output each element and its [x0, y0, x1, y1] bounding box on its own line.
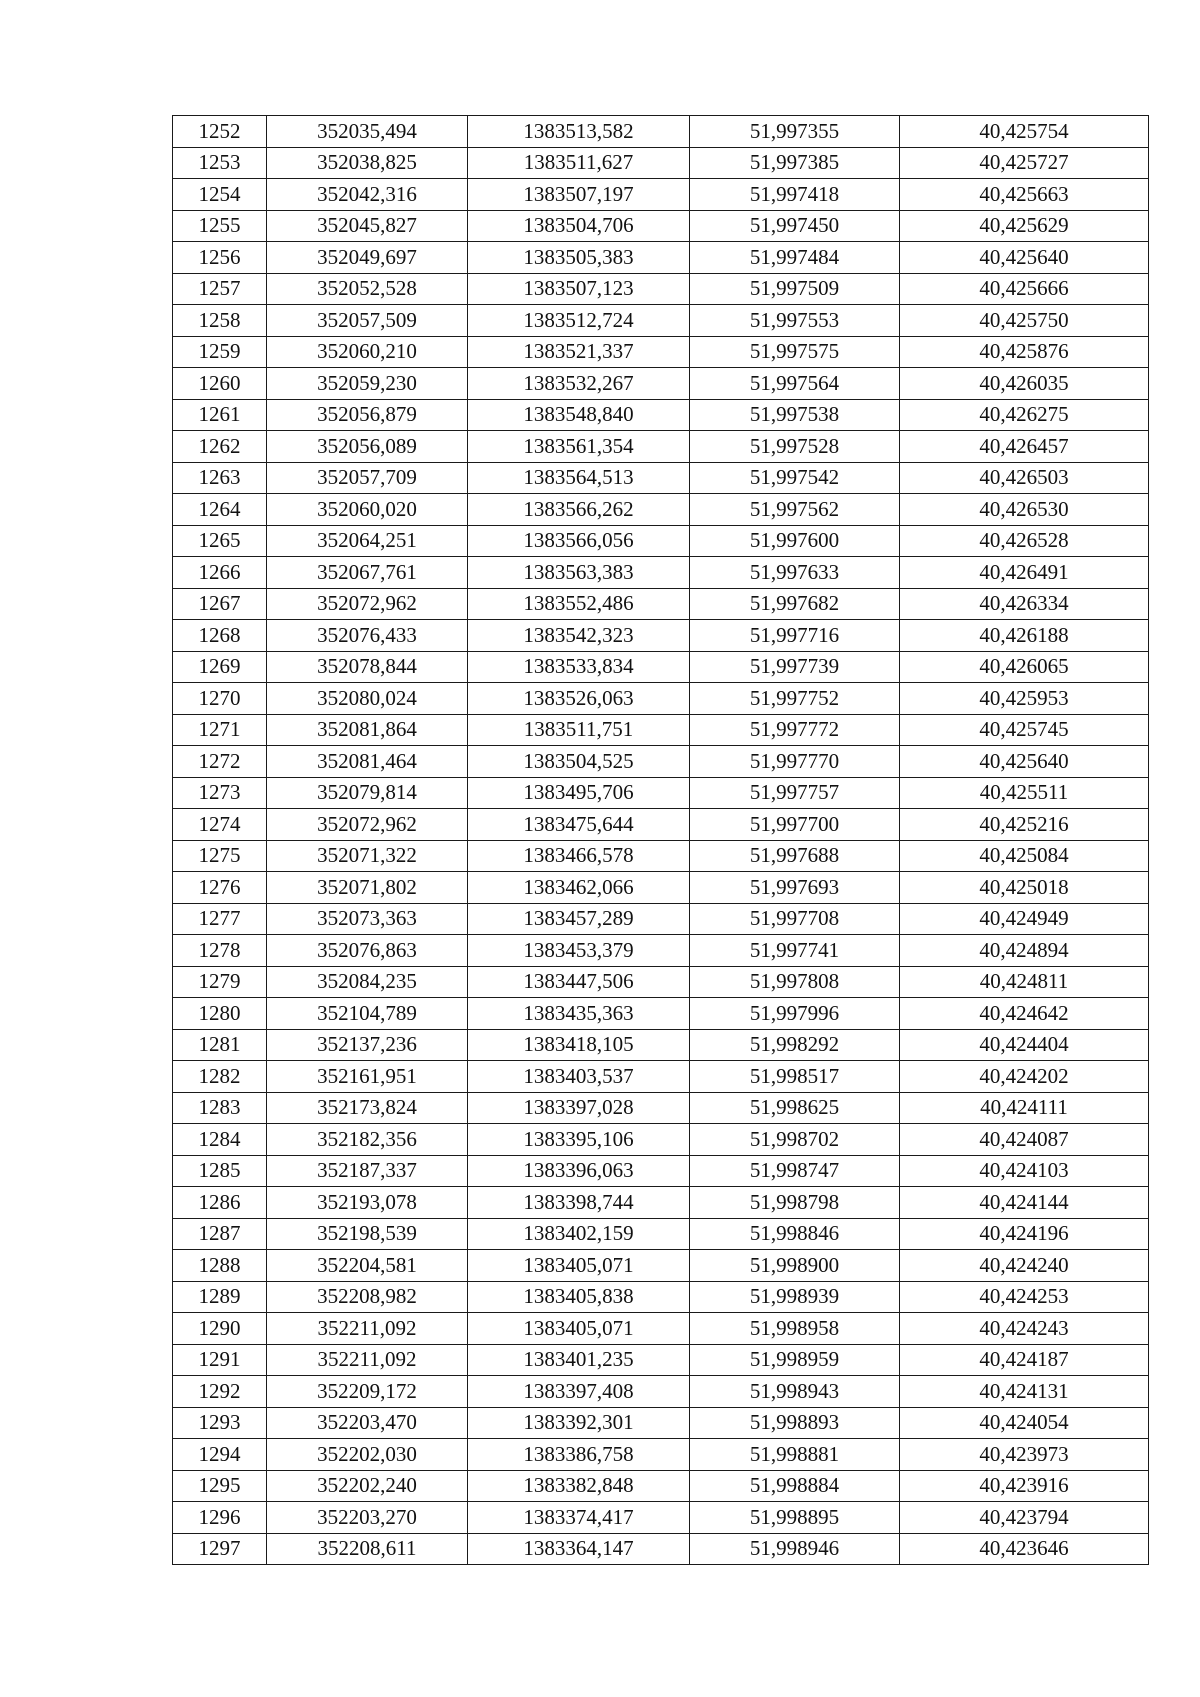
point-number-cell: 1287 — [173, 1218, 267, 1250]
point-number-cell: 1258 — [173, 305, 267, 337]
table-row — [173, 809, 1149, 841]
longitude-cell: 40,426491 — [900, 557, 1149, 589]
point-number-cell: 1288 — [173, 1250, 267, 1282]
latitude-cell: 51,997757 — [690, 777, 900, 809]
table-row — [173, 1407, 1149, 1439]
longitude-cell: 40,425754 — [900, 116, 1149, 148]
longitude-cell: 40,424894 — [900, 935, 1149, 967]
longitude-cell: 40,425640 — [900, 242, 1149, 274]
longitude-cell: 40,424243 — [900, 1313, 1149, 1345]
table-row — [173, 777, 1149, 809]
y-coordinate-cell: 1383398,744 — [468, 1187, 690, 1219]
x-coordinate-cell: 352042,316 — [267, 179, 468, 211]
table-row — [173, 147, 1149, 179]
table-row — [173, 714, 1149, 746]
latitude-cell: 51,997509 — [690, 273, 900, 305]
table-row — [173, 1124, 1149, 1156]
y-coordinate-cell: 1383504,525 — [468, 746, 690, 778]
point-number-cell: 1267 — [173, 588, 267, 620]
table-row — [173, 273, 1149, 305]
table-row — [173, 494, 1149, 526]
point-number-cell: 1277 — [173, 903, 267, 935]
longitude-cell: 40,425640 — [900, 746, 1149, 778]
longitude-cell: 40,424642 — [900, 998, 1149, 1030]
table-row — [173, 1092, 1149, 1124]
latitude-cell: 51,997418 — [690, 179, 900, 211]
table-row — [173, 998, 1149, 1030]
table-row — [173, 399, 1149, 431]
x-coordinate-cell: 352056,089 — [267, 431, 468, 463]
longitude-cell: 40,426503 — [900, 462, 1149, 494]
latitude-cell: 51,997741 — [690, 935, 900, 967]
longitude-cell: 40,426035 — [900, 368, 1149, 400]
point-number-cell: 1284 — [173, 1124, 267, 1156]
y-coordinate-cell: 1383405,071 — [468, 1313, 690, 1345]
y-coordinate-cell: 1383521,337 — [468, 336, 690, 368]
x-coordinate-cell: 352204,581 — [267, 1250, 468, 1282]
latitude-cell: 51,998959 — [690, 1344, 900, 1376]
x-coordinate-cell: 352211,092 — [267, 1313, 468, 1345]
point-number-cell: 1273 — [173, 777, 267, 809]
y-coordinate-cell: 1383552,486 — [468, 588, 690, 620]
point-number-cell: 1282 — [173, 1061, 267, 1093]
y-coordinate-cell: 1383457,289 — [468, 903, 690, 935]
table-row — [173, 431, 1149, 463]
point-number-cell: 1253 — [173, 147, 267, 179]
table-row — [173, 840, 1149, 872]
latitude-cell: 51,997633 — [690, 557, 900, 589]
x-coordinate-cell: 352202,030 — [267, 1439, 468, 1471]
x-coordinate-cell: 352045,827 — [267, 210, 468, 242]
x-coordinate-cell: 352072,962 — [267, 588, 468, 620]
longitude-cell: 40,425018 — [900, 872, 1149, 904]
y-coordinate-cell: 1383511,627 — [468, 147, 690, 179]
y-coordinate-cell: 1383386,758 — [468, 1439, 690, 1471]
point-number-cell: 1269 — [173, 651, 267, 683]
y-coordinate-cell: 1383382,848 — [468, 1470, 690, 1502]
point-number-cell: 1266 — [173, 557, 267, 589]
x-coordinate-cell: 352203,470 — [267, 1407, 468, 1439]
table-row — [173, 1155, 1149, 1187]
longitude-cell: 40,423973 — [900, 1439, 1149, 1471]
table-row — [173, 1187, 1149, 1219]
y-coordinate-cell: 1383405,838 — [468, 1281, 690, 1313]
y-coordinate-cell: 1383364,147 — [468, 1533, 690, 1565]
x-coordinate-cell: 352038,825 — [267, 147, 468, 179]
longitude-cell: 40,425629 — [900, 210, 1149, 242]
latitude-cell: 51,997700 — [690, 809, 900, 841]
x-coordinate-cell: 352057,709 — [267, 462, 468, 494]
longitude-cell: 40,425745 — [900, 714, 1149, 746]
table-row — [173, 116, 1149, 148]
latitude-cell: 51,997682 — [690, 588, 900, 620]
y-coordinate-cell: 1383566,056 — [468, 525, 690, 557]
x-coordinate-cell: 352187,337 — [267, 1155, 468, 1187]
point-number-cell: 1283 — [173, 1092, 267, 1124]
x-coordinate-cell: 352209,172 — [267, 1376, 468, 1408]
x-coordinate-cell: 352052,528 — [267, 273, 468, 305]
longitude-cell: 40,425663 — [900, 179, 1149, 211]
x-coordinate-cell: 352079,814 — [267, 777, 468, 809]
y-coordinate-cell: 1383513,582 — [468, 116, 690, 148]
table-row — [173, 210, 1149, 242]
coordinates-table — [172, 115, 1149, 1565]
x-coordinate-cell: 352067,761 — [267, 557, 468, 589]
x-coordinate-cell: 352078,844 — [267, 651, 468, 683]
table-row — [173, 305, 1149, 337]
table-row — [173, 242, 1149, 274]
y-coordinate-cell: 1383563,383 — [468, 557, 690, 589]
x-coordinate-cell: 352137,236 — [267, 1029, 468, 1061]
y-coordinate-cell: 1383374,417 — [468, 1502, 690, 1534]
longitude-cell: 40,424202 — [900, 1061, 1149, 1093]
longitude-cell: 40,423916 — [900, 1470, 1149, 1502]
x-coordinate-cell: 352076,433 — [267, 620, 468, 652]
point-number-cell: 1295 — [173, 1470, 267, 1502]
latitude-cell: 51,998893 — [690, 1407, 900, 1439]
latitude-cell: 51,998946 — [690, 1533, 900, 1565]
point-number-cell: 1293 — [173, 1407, 267, 1439]
x-coordinate-cell: 352076,863 — [267, 935, 468, 967]
x-coordinate-cell: 352081,864 — [267, 714, 468, 746]
latitude-cell: 51,997575 — [690, 336, 900, 368]
table-row — [173, 336, 1149, 368]
longitude-cell: 40,424111 — [900, 1092, 1149, 1124]
y-coordinate-cell: 1383401,235 — [468, 1344, 690, 1376]
table-row — [173, 1439, 1149, 1471]
point-number-cell: 1296 — [173, 1502, 267, 1534]
x-coordinate-cell: 352060,020 — [267, 494, 468, 526]
x-coordinate-cell: 352080,024 — [267, 683, 468, 715]
table-row — [173, 1376, 1149, 1408]
latitude-cell: 51,997693 — [690, 872, 900, 904]
point-number-cell: 1264 — [173, 494, 267, 526]
y-coordinate-cell: 1383532,267 — [468, 368, 690, 400]
latitude-cell: 51,998702 — [690, 1124, 900, 1156]
point-number-cell: 1252 — [173, 116, 267, 148]
x-coordinate-cell: 352035,494 — [267, 116, 468, 148]
longitude-cell: 40,424087 — [900, 1124, 1149, 1156]
longitude-cell: 40,425953 — [900, 683, 1149, 715]
latitude-cell: 51,997484 — [690, 242, 900, 274]
point-number-cell: 1263 — [173, 462, 267, 494]
y-coordinate-cell: 1383533,834 — [468, 651, 690, 683]
y-coordinate-cell: 1383504,706 — [468, 210, 690, 242]
y-coordinate-cell: 1383475,644 — [468, 809, 690, 841]
y-coordinate-cell: 1383466,578 — [468, 840, 690, 872]
table-row — [173, 872, 1149, 904]
latitude-cell: 51,997716 — [690, 620, 900, 652]
y-coordinate-cell: 1383511,751 — [468, 714, 690, 746]
x-coordinate-cell: 352203,270 — [267, 1502, 468, 1534]
point-number-cell: 1285 — [173, 1155, 267, 1187]
longitude-cell: 40,424196 — [900, 1218, 1149, 1250]
latitude-cell: 51,997450 — [690, 210, 900, 242]
table-row — [173, 651, 1149, 683]
x-coordinate-cell: 352056,879 — [267, 399, 468, 431]
x-coordinate-cell: 352208,611 — [267, 1533, 468, 1565]
x-coordinate-cell: 352071,322 — [267, 840, 468, 872]
latitude-cell: 51,997772 — [690, 714, 900, 746]
table-row — [173, 1470, 1149, 1502]
latitude-cell: 51,997996 — [690, 998, 900, 1030]
x-coordinate-cell: 352193,078 — [267, 1187, 468, 1219]
latitude-cell: 51,998846 — [690, 1218, 900, 1250]
point-number-cell: 1274 — [173, 809, 267, 841]
table-row — [173, 1344, 1149, 1376]
point-number-cell: 1279 — [173, 966, 267, 998]
y-coordinate-cell: 1383405,071 — [468, 1250, 690, 1282]
y-coordinate-cell: 1383397,028 — [468, 1092, 690, 1124]
table-row — [173, 557, 1149, 589]
x-coordinate-cell: 352161,951 — [267, 1061, 468, 1093]
point-number-cell: 1254 — [173, 179, 267, 211]
longitude-cell: 40,424131 — [900, 1376, 1149, 1408]
longitude-cell: 40,423646 — [900, 1533, 1149, 1565]
longitude-cell: 40,424404 — [900, 1029, 1149, 1061]
y-coordinate-cell: 1383542,323 — [468, 620, 690, 652]
point-number-cell: 1272 — [173, 746, 267, 778]
longitude-cell: 40,424253 — [900, 1281, 1149, 1313]
point-number-cell: 1292 — [173, 1376, 267, 1408]
x-coordinate-cell: 352182,356 — [267, 1124, 468, 1156]
y-coordinate-cell: 1383495,706 — [468, 777, 690, 809]
x-coordinate-cell: 352081,464 — [267, 746, 468, 778]
point-number-cell: 1257 — [173, 273, 267, 305]
x-coordinate-cell: 352211,092 — [267, 1344, 468, 1376]
latitude-cell: 51,997770 — [690, 746, 900, 778]
y-coordinate-cell: 1383447,506 — [468, 966, 690, 998]
table-row — [173, 1533, 1149, 1565]
latitude-cell: 51,998517 — [690, 1061, 900, 1093]
point-number-cell: 1256 — [173, 242, 267, 274]
latitude-cell: 51,998747 — [690, 1155, 900, 1187]
latitude-cell: 51,998798 — [690, 1187, 900, 1219]
table-row — [173, 1313, 1149, 1345]
longitude-cell: 40,424240 — [900, 1250, 1149, 1282]
latitude-cell: 51,998958 — [690, 1313, 900, 1345]
x-coordinate-cell: 352060,210 — [267, 336, 468, 368]
table-row — [173, 1061, 1149, 1093]
longitude-cell: 40,425084 — [900, 840, 1149, 872]
latitude-cell: 51,998292 — [690, 1029, 900, 1061]
y-coordinate-cell: 1383392,301 — [468, 1407, 690, 1439]
latitude-cell: 51,998895 — [690, 1502, 900, 1534]
longitude-cell: 40,424949 — [900, 903, 1149, 935]
x-coordinate-cell: 352073,363 — [267, 903, 468, 935]
latitude-cell: 51,997385 — [690, 147, 900, 179]
table-row — [173, 525, 1149, 557]
point-number-cell: 1294 — [173, 1439, 267, 1471]
longitude-cell: 40,426528 — [900, 525, 1149, 557]
y-coordinate-cell: 1383395,106 — [468, 1124, 690, 1156]
coordinates-table-body — [173, 116, 1149, 1565]
x-coordinate-cell: 352173,824 — [267, 1092, 468, 1124]
latitude-cell: 51,997739 — [690, 651, 900, 683]
y-coordinate-cell: 1383564,513 — [468, 462, 690, 494]
x-coordinate-cell: 352057,509 — [267, 305, 468, 337]
longitude-cell: 40,423794 — [900, 1502, 1149, 1534]
x-coordinate-cell: 352049,697 — [267, 242, 468, 274]
x-coordinate-cell: 352071,802 — [267, 872, 468, 904]
longitude-cell: 40,424054 — [900, 1407, 1149, 1439]
latitude-cell: 51,997355 — [690, 116, 900, 148]
table-row — [173, 966, 1149, 998]
table-row — [173, 903, 1149, 935]
x-coordinate-cell: 352208,982 — [267, 1281, 468, 1313]
table-row — [173, 462, 1149, 494]
latitude-cell: 51,998900 — [690, 1250, 900, 1282]
latitude-cell: 51,997688 — [690, 840, 900, 872]
y-coordinate-cell: 1383561,354 — [468, 431, 690, 463]
longitude-cell: 40,425727 — [900, 147, 1149, 179]
table-row — [173, 746, 1149, 778]
point-number-cell: 1271 — [173, 714, 267, 746]
latitude-cell: 51,998881 — [690, 1439, 900, 1471]
y-coordinate-cell: 1383403,537 — [468, 1061, 690, 1093]
x-coordinate-cell: 352072,962 — [267, 809, 468, 841]
longitude-cell: 40,425876 — [900, 336, 1149, 368]
y-coordinate-cell: 1383507,197 — [468, 179, 690, 211]
latitude-cell: 51,997562 — [690, 494, 900, 526]
latitude-cell: 51,997564 — [690, 368, 900, 400]
point-number-cell: 1262 — [173, 431, 267, 463]
latitude-cell: 51,997600 — [690, 525, 900, 557]
latitude-cell: 51,998943 — [690, 1376, 900, 1408]
y-coordinate-cell: 1383418,105 — [468, 1029, 690, 1061]
y-coordinate-cell: 1383512,724 — [468, 305, 690, 337]
longitude-cell: 40,426275 — [900, 399, 1149, 431]
latitude-cell: 51,997553 — [690, 305, 900, 337]
latitude-cell: 51,997528 — [690, 431, 900, 463]
point-number-cell: 1265 — [173, 525, 267, 557]
point-number-cell: 1281 — [173, 1029, 267, 1061]
table-row — [173, 1250, 1149, 1282]
longitude-cell: 40,426530 — [900, 494, 1149, 526]
y-coordinate-cell: 1383505,383 — [468, 242, 690, 274]
point-number-cell: 1291 — [173, 1344, 267, 1376]
longitude-cell: 40,426457 — [900, 431, 1149, 463]
point-number-cell: 1275 — [173, 840, 267, 872]
table-row — [173, 588, 1149, 620]
y-coordinate-cell: 1383396,063 — [468, 1155, 690, 1187]
table-row — [173, 179, 1149, 211]
table-row — [173, 620, 1149, 652]
y-coordinate-cell: 1383507,123 — [468, 273, 690, 305]
point-number-cell: 1278 — [173, 935, 267, 967]
x-coordinate-cell: 352084,235 — [267, 966, 468, 998]
latitude-cell: 51,998625 — [690, 1092, 900, 1124]
latitude-cell: 51,998939 — [690, 1281, 900, 1313]
longitude-cell: 40,426065 — [900, 651, 1149, 683]
x-coordinate-cell: 352059,230 — [267, 368, 468, 400]
longitude-cell: 40,425666 — [900, 273, 1149, 305]
longitude-cell: 40,424103 — [900, 1155, 1149, 1187]
latitude-cell: 51,998884 — [690, 1470, 900, 1502]
point-number-cell: 1261 — [173, 399, 267, 431]
latitude-cell: 51,997808 — [690, 966, 900, 998]
point-number-cell: 1255 — [173, 210, 267, 242]
y-coordinate-cell: 1383453,379 — [468, 935, 690, 967]
longitude-cell: 40,425750 — [900, 305, 1149, 337]
y-coordinate-cell: 1383548,840 — [468, 399, 690, 431]
longitude-cell: 40,424144 — [900, 1187, 1149, 1219]
x-coordinate-cell: 352198,539 — [267, 1218, 468, 1250]
point-number-cell: 1297 — [173, 1533, 267, 1565]
latitude-cell: 51,997708 — [690, 903, 900, 935]
y-coordinate-cell: 1383526,063 — [468, 683, 690, 715]
table-row — [173, 935, 1149, 967]
table-row — [173, 1502, 1149, 1534]
point-number-cell: 1259 — [173, 336, 267, 368]
latitude-cell: 51,997752 — [690, 683, 900, 715]
longitude-cell: 40,424187 — [900, 1344, 1149, 1376]
latitude-cell: 51,997538 — [690, 399, 900, 431]
longitude-cell: 40,424811 — [900, 966, 1149, 998]
table-row — [173, 368, 1149, 400]
table-row — [173, 1029, 1149, 1061]
longitude-cell: 40,425511 — [900, 777, 1149, 809]
point-number-cell: 1260 — [173, 368, 267, 400]
point-number-cell: 1280 — [173, 998, 267, 1030]
longitude-cell: 40,426188 — [900, 620, 1149, 652]
x-coordinate-cell: 352104,789 — [267, 998, 468, 1030]
point-number-cell: 1289 — [173, 1281, 267, 1313]
x-coordinate-cell: 352064,251 — [267, 525, 468, 557]
point-number-cell: 1290 — [173, 1313, 267, 1345]
longitude-cell: 40,425216 — [900, 809, 1149, 841]
latitude-cell: 51,997542 — [690, 462, 900, 494]
point-number-cell: 1270 — [173, 683, 267, 715]
point-number-cell: 1286 — [173, 1187, 267, 1219]
y-coordinate-cell: 1383566,262 — [468, 494, 690, 526]
point-number-cell: 1268 — [173, 620, 267, 652]
y-coordinate-cell: 1383402,159 — [468, 1218, 690, 1250]
point-number-cell: 1276 — [173, 872, 267, 904]
table-row — [173, 1218, 1149, 1250]
y-coordinate-cell: 1383435,363 — [468, 998, 690, 1030]
y-coordinate-cell: 1383397,408 — [468, 1376, 690, 1408]
table-row — [173, 1281, 1149, 1313]
longitude-cell: 40,426334 — [900, 588, 1149, 620]
table-row — [173, 683, 1149, 715]
x-coordinate-cell: 352202,240 — [267, 1470, 468, 1502]
y-coordinate-cell: 1383462,066 — [468, 872, 690, 904]
